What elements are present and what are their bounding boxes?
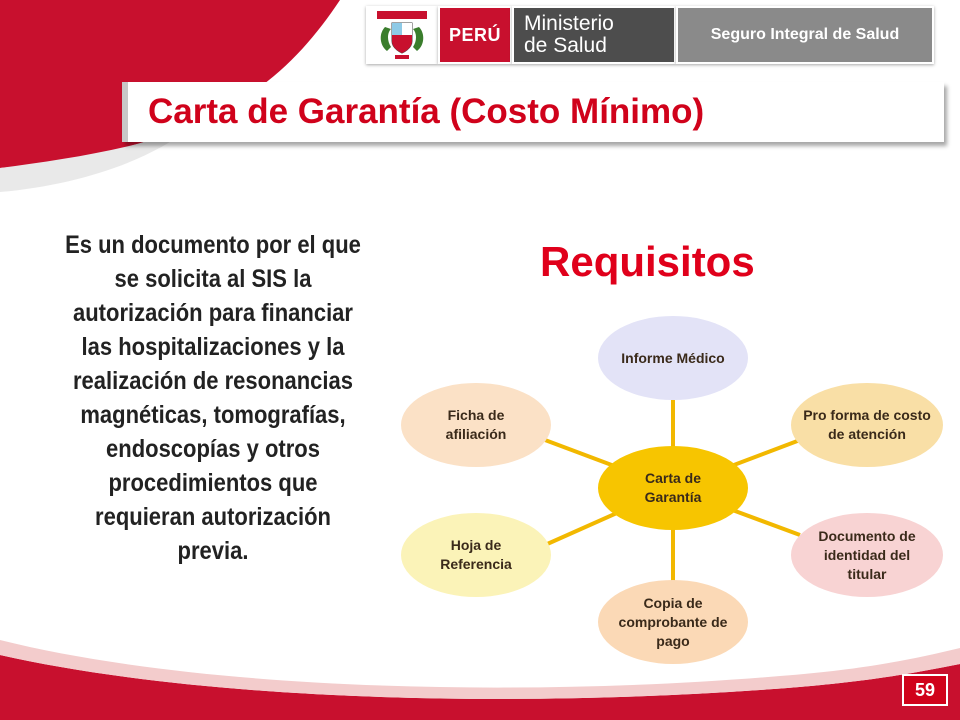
page-number: 59 [902, 674, 948, 706]
description-text: Es un documento por el que se solicita al SIS la autorización para financiar las hospitalizaciones y la realización de resonancias magnéticas, tomografías, endoscopías y otros procedimientos que requieran autorización previa. [65, 231, 361, 565]
peru-label: PERÚ [438, 6, 512, 64]
ministerio-line2: de Salud [524, 34, 607, 57]
ministerio-label [512, 6, 676, 64]
node-center-carta-label: Carta de Garantía [644, 470, 702, 505]
slide-title-box [122, 82, 944, 142]
slide-title: Carta de Garantía (Costo Mínimo) [148, 92, 705, 131]
header-logo-bar [366, 6, 934, 64]
crest-box [366, 6, 438, 64]
peru-coat-of-arms-icon [377, 11, 427, 59]
node-ficha-afiliacion-label: Ficha de afiliación [445, 407, 507, 442]
requisitos-heading: Requisitos [540, 238, 755, 285]
node-copia-comprobante-label: Copia de comprobante de pago [618, 594, 728, 649]
node-informe-medico-label: Informe Médico [621, 349, 725, 366]
node-documento-identidad-label: Documento de identidad del titular [818, 527, 916, 582]
node-hoja-referencia-label: Hoja de Referencia [440, 537, 512, 572]
node-pro-forma-label: Pro forma de costo de atención [803, 407, 931, 442]
ministerio-line1: Ministerio [524, 12, 614, 35]
sis-label: Seguro Integral de Salud [676, 6, 934, 64]
